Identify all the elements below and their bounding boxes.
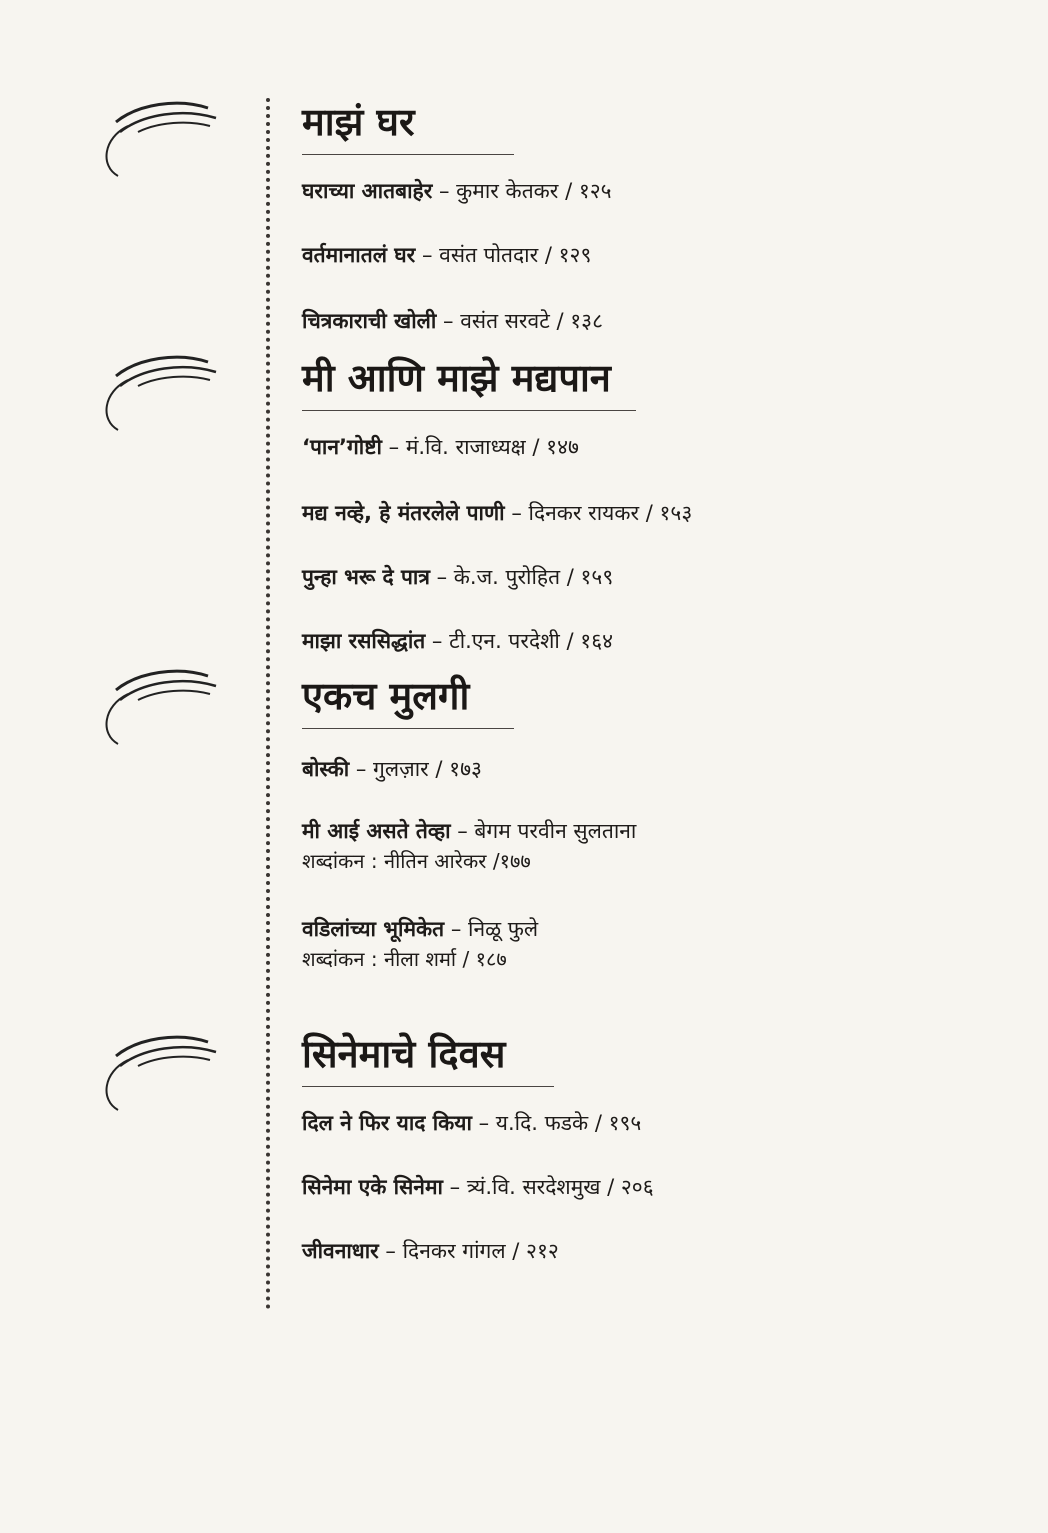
toc-entry: सिनेमा एके सिनेमा – त्र्यं.वि. सरदेशमुख / २०६ [302,1175,654,1199]
section-heading [302,1030,1002,1087]
toc-entry: वडिलांच्या भूमिकेत – निळू फुले शब्दांकन : नीला शर्मा / १८७ [302,917,539,971]
section-underline [302,154,514,155]
toc-entry: मद्य नव्हे, हे मंतरलेले पाणी – दिनकर रायकर / १५३ [302,501,693,525]
section-heading [302,354,1002,411]
dotted-divider [266,98,270,1310]
section-underline [302,1086,554,1087]
flourish-icon [98,96,228,186]
section-title: माझं घर [302,100,415,144]
section-underline [302,410,636,411]
toc-entry: चित्रकाराची खोली – वसंत सरवटे / १३८ [302,309,603,333]
flourish-icon [98,664,228,754]
toc-entry: जीवनाधार – दिनकर गांगल / २१२ [302,1239,559,1263]
toc-entry: पुन्हा भरू दे पात्र – के.ज. पुरोहित / १५९ [302,565,614,589]
section-title: मी आणि माझे मद्यपान [302,356,611,400]
section-heading [302,98,1002,155]
section-title: सिनेमाचे दिवस [302,1032,506,1076]
section-heading [302,672,1002,729]
toc-entry: दिल ने फिर याद किया – य.दि. फडके / १९५ [302,1111,642,1135]
toc-entry: वर्तमानातलं घर – वसंत पोतदार / १२९ [302,243,592,267]
toc-entry: घराच्या आतबाहेर – कुमार केतकर / १२५ [302,179,612,203]
toc-entry: मी आई असते तेव्हा – बेगम परवीन सुलताना शब्दांकन : नीतिन आरेकर /१७७ [302,819,637,873]
toc-entry: ‘पान’गोष्टी – मं.वि. राजाध्यक्ष / १४७ [302,435,579,459]
section-underline [302,728,514,729]
flourish-icon [98,350,228,440]
toc-entry: बोस्की – गुलज़ार / १७३ [302,757,482,781]
flourish-icon [98,1030,228,1120]
toc-entry: माझा रससिद्धांत – टी.एन. परदेशी / १६४ [302,629,614,653]
section-title: एकच मुलगी [302,674,470,718]
